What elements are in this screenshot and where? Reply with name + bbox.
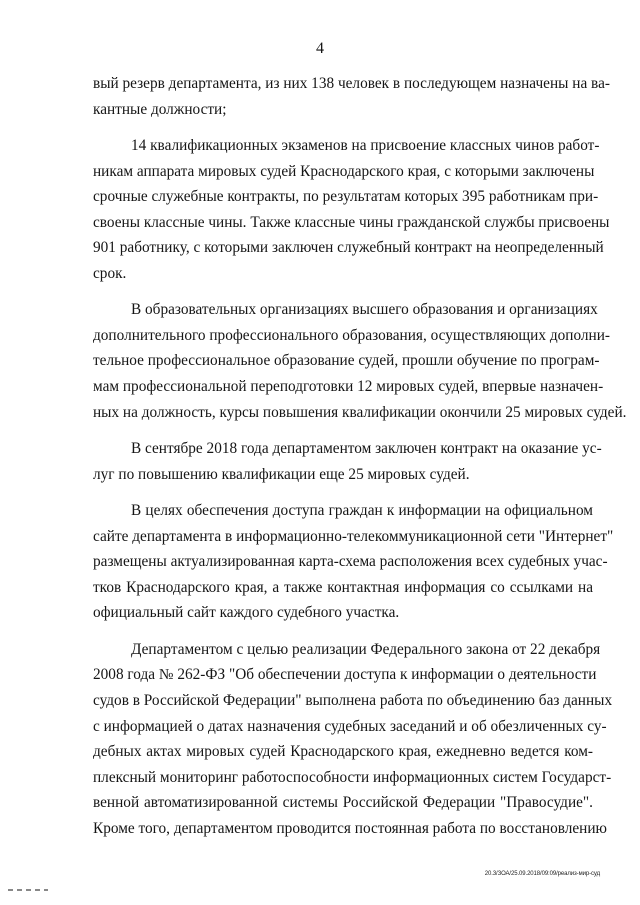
text-line: размещены актуализированная карта-схема расположения всех судебных учас- (93, 553, 608, 571)
document-body (93, 71, 627, 841)
text-line: ных на должность, курсы повышения квалификации окончили 25 мировых судей. (93, 403, 627, 421)
document-footer-code: 20.3/ЗОА/25.09.2018/09:09/реализ-мир-суд (484, 871, 600, 877)
text-line: мам профессиональной переподготовки 12 мировых судей, впервые назначен- (93, 378, 604, 396)
text-line: луг по повышению квалификации еще 25 мировых судей. (93, 465, 470, 483)
text-line: официальный сайт каждого судебного участка. (93, 604, 400, 622)
text-line: кантные должности; (93, 100, 227, 118)
text-line: В сентябре 2018 года департаментом заключен контракт на оказание ус- (131, 440, 602, 458)
text-line: Департаментом с целью реализации Федерального закона от 22 декабря (131, 640, 601, 658)
text-line: В образовательных организациях высшего образования и организациях (131, 301, 598, 319)
text-line: судов в Российской Федерации" выполнена работа по объединению баз данных (93, 692, 613, 710)
text-line: дебных актах мировых судей Краснодарского края, ежедневно ведется ком- (93, 743, 593, 761)
text-line: венной автоматизированной системы Российской Федерации "Правосудие". (93, 794, 593, 812)
text-line: тельное профессиональное образование судей, прошли обучение по програм- (93, 352, 600, 370)
text-line: 2008 года № 262-ФЗ "Об обеспечении доступа к информации о деятельности (93, 666, 597, 684)
text-line: никам аппарата мировых судей Краснодарского края, с которыми заключены (93, 162, 595, 180)
text-line: срок. (93, 264, 127, 282)
text-line: 901 работнику, с которыми заключен служебный контракт на неопределенный (93, 239, 604, 257)
text-line: вый резерв департамента, из них 138 человек в последующем назначены на ва- (93, 75, 610, 92)
text-line: сайте департамента в информационно-телекоммуникационной сети "Интернет" (93, 527, 614, 545)
text-line: своены классные чины. Также классные чины гражданской службы присвоены (93, 213, 610, 231)
text-line: дополнительного профессионального образования, осуществляющих дополни- (93, 326, 611, 344)
page-number: 4 (316, 40, 324, 57)
text-line: В целях обеспечения доступа граждан к информации на официальном (131, 502, 593, 520)
text-line: Кроме того, департаментом проводится постоянная работа по восстановлению (93, 819, 607, 837)
text-line: срочные служебные контракты, по результатам которых 395 работникам при- (93, 188, 599, 206)
text-line: с информацией о датах назначения судебных заседаний и об обезличенных су- (93, 717, 607, 735)
text-line: тков Краснодарского края, а также контактная информация со ссылками на (93, 578, 593, 596)
scan-artifact (8, 889, 48, 891)
text-line: 14 квалификационных экзаменов на присвоение классных чинов работ- (131, 137, 600, 155)
text-line: плексный мониторинг работоспособности информационных систем Государст- (93, 768, 612, 786)
